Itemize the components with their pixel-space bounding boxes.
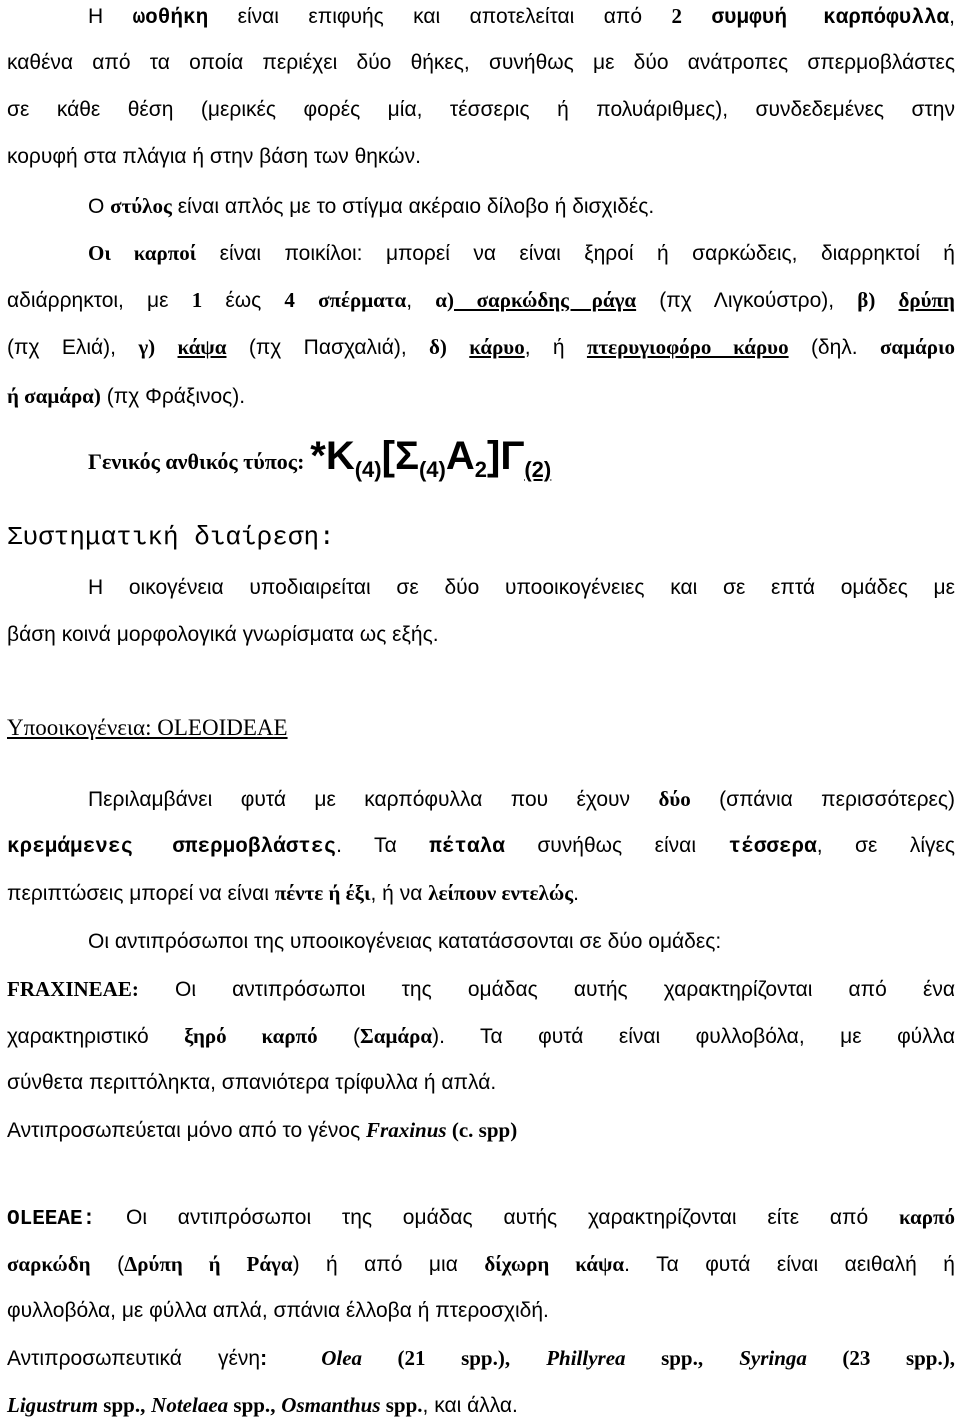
text-span [447, 336, 469, 359]
term-fleshy: σαρκώδη [7, 1252, 91, 1276]
species-count: spp. [625, 1346, 698, 1370]
text-span: Περιλαμβάνει φυτά με καρπόφυλλα που έχουν [88, 788, 659, 811]
text-span: , και άλλα. [422, 1394, 518, 1417]
formula-calyx: K [325, 434, 355, 478]
formula-gynoecium: Γ [500, 434, 525, 478]
text-span [295, 289, 318, 312]
text-span: , [270, 1393, 276, 1417]
genus-notelaea: Notelaea [151, 1393, 229, 1417]
text-span [155, 336, 177, 359]
division-line-1: Η οικογένεια υποδιαιρείται σε δύο υποοικογένειες και σε επτά ομάδες με [88, 576, 955, 599]
text-span: είναι απλός με το στίγμα ακέραιο δίλοβο ή δισχιδές. [171, 195, 655, 218]
genus-osmanthus: Osmanthus [281, 1393, 381, 1417]
genus-ligustrum: Ligustrum [7, 1393, 99, 1417]
text-span: ( [317, 1025, 361, 1048]
term-berry: σαρκώδης ράγα [453, 288, 637, 312]
text-span: , [949, 5, 955, 28]
list-marker: γ) [138, 335, 156, 359]
fruits-line-4 [7, 382, 955, 411]
text-span: ). Τα φυτά είναι φυλλοβόλα, με φύλλα [432, 1025, 955, 1048]
number: 1 [191, 288, 203, 312]
subfamily-line-2 [7, 832, 955, 862]
text-span: (πχ Πασχαλιά), [226, 336, 430, 359]
term-ovary: ωοθήκη [132, 7, 209, 30]
fruits-line-1 [88, 239, 955, 268]
text-span: χαρακτηριστικό [7, 1025, 185, 1048]
ovary-line-2: καθένα από τα οποία περιέχει δύο θήκες, συνήθως με δύο ανάτροπες σπερμοβλάστες [7, 51, 955, 74]
text-span: Ο [88, 195, 111, 218]
species-count: (c. spp) [446, 1118, 518, 1142]
text-span [682, 5, 711, 28]
species-count: spp. [228, 1393, 271, 1417]
term-bilocular-capsule: δίχωρη κάψα [484, 1252, 625, 1276]
fraxineae-line-1 [7, 975, 955, 1004]
list-marker: α) [435, 288, 454, 312]
term-petals: πέταλα [429, 836, 505, 859]
text-span: ) ή από μια [292, 1253, 485, 1276]
term-fruits: Οι καρποί [88, 241, 197, 265]
text-span: . Τα φυτά είναι αειθαλή ή [624, 1253, 955, 1276]
term-samara: ή σαμάρα) [7, 384, 101, 408]
term-drupe: δρύπη [898, 288, 955, 312]
text-span: Οι αντιπρόσωποι της ομάδας αυτής χαρακτηρίζονται είτε από [95, 1206, 899, 1229]
formula-bracket-open: [ [381, 434, 395, 478]
subfamily-line-1 [88, 785, 955, 814]
group-oleeae: OLEEAE: [7, 1208, 96, 1231]
species-count: spp. [98, 1393, 141, 1417]
species-count: (23 spp. [806, 1346, 943, 1370]
ovary-line-3: σε κάθε θέση (μερικές φορές μία, τέσσερις ή πολυάριθμες), συνδεδεμένες στην [7, 98, 955, 121]
subfamily-heading: Υποοικογένεια: OLEOIDEAE [7, 715, 288, 740]
term-dry-fruit: ξηρό καρπό [184, 1024, 318, 1048]
formula-gynoecium-count: (2) [524, 457, 552, 482]
term-winged-nut: πτερυγιοφόρο κάρυο [586, 335, 789, 359]
style-line [88, 192, 960, 221]
formula-label: Γενικός ανθικός τύπος: [88, 449, 305, 474]
fraxineae-line-2 [7, 1022, 955, 1051]
genus-phillyrea: Phillyrea [546, 1346, 626, 1370]
oleeae-line-1 [7, 1203, 955, 1234]
term-nut: κάρυο [469, 335, 525, 359]
division-line-2: βάση κοινά μορφολογικά γνωρίσματα ως εξής. [7, 623, 439, 646]
oleeae-line-2 [7, 1250, 955, 1279]
formula-corolla-count: (4) [418, 457, 446, 482]
group-fraxineae: FRAXINEAE: [7, 977, 139, 1001]
term-capsule: κάψα [177, 335, 227, 359]
term-seeds: σπέρματα [318, 288, 407, 312]
text-span: : [260, 1347, 268, 1370]
text-span: , σε λίγες [816, 834, 955, 857]
fraxineae-line-4 [7, 1116, 955, 1145]
text-span: (σπάνια περισσότερες) [690, 788, 956, 811]
ovary-line-4: κορυφή στα πλάγια ή στην βάση των θηκών. [7, 145, 421, 168]
text-span [875, 289, 898, 312]
fruits-line-3 [7, 333, 955, 362]
formula-calyx-count: (4) [354, 457, 382, 482]
text-span: περιπτώσεις μπορεί να είναι [7, 882, 275, 905]
formula-androecium-count: 2 [474, 457, 487, 482]
number: 4 [284, 288, 295, 312]
text-span: είναι ποικίλοι: μπορεί να είναι ξηροί ή σαρκώδεις, διαρρηκτοί ή [196, 242, 955, 265]
fruits-line-2 [7, 286, 955, 315]
text-span: (πχ Φράξινος). [100, 385, 246, 408]
term-four: τέσσερα [728, 836, 817, 859]
oleeae-line-3: φυλλοβόλα, με φύλλα απλά, σπάνια έλλοβα ή πτεροσχιδή. [7, 1299, 549, 1322]
text-span: έως [202, 289, 285, 312]
number-two: 2 [671, 4, 682, 28]
section-title: Συστηματική διαίρεση: [7, 522, 335, 552]
term-absent: λείπουν εντελώς [428, 881, 574, 905]
formula-bracket-close: ] [486, 434, 501, 478]
formula-corolla: Σ [394, 434, 419, 478]
term-carpels: συμφυή καρπόφυλλα [711, 7, 950, 30]
term-samara: Σαμάρα [360, 1024, 433, 1048]
text-span: , ή [524, 336, 587, 359]
text-span: (πχ Ελιά), [7, 336, 139, 359]
term-five-six: πέντε ή έξι [274, 881, 371, 905]
floral-formula [88, 434, 960, 484]
ovary-line-1 [88, 2, 955, 33]
text-span: ), [497, 1346, 511, 1370]
term-ovules: κρεμάμενες σπερμοβλάστες [7, 836, 337, 859]
genus-olea: Olea [321, 1346, 363, 1370]
text-span: (δηλ. [788, 336, 880, 359]
text-span: Οι αντιπρόσωποι της ομάδας αυτής χαρακτηρίζονται από ένα [138, 978, 955, 1001]
species-count: (21 spp. [362, 1346, 498, 1370]
text-span: . [573, 882, 579, 905]
term-two: δύο [658, 787, 691, 811]
species-count: spp. [380, 1393, 423, 1417]
list-marker: δ) [429, 335, 447, 359]
text-span: , [140, 1393, 146, 1417]
list-marker: β) [857, 288, 876, 312]
formula-androecium: A [445, 434, 475, 478]
term-fruit: καρπό [898, 1205, 955, 1229]
text-span: , ή να [370, 882, 429, 905]
formula-star: * [310, 434, 326, 478]
text-span: Αντιπροσωπεύεται μόνο από το γένος [7, 1119, 367, 1142]
subfamily-line-3 [7, 879, 955, 908]
text-span: ( [90, 1253, 125, 1276]
text-span: (πχ Λιγκούστρο), [636, 289, 858, 312]
term-samarium: σαμάριο [879, 335, 956, 359]
text-span: αδιάρρηκτοι, με [7, 289, 192, 312]
oleeae-line-4 [7, 1344, 955, 1373]
fraxineae-line-3: σύνθετα περιττόληκτα, σπανιότερα τρίφυλλα ή απλά. [7, 1071, 497, 1094]
text-span: είναι επιφυής και αποτελείται από [208, 5, 672, 28]
term-style: στύλος [110, 194, 172, 218]
oleeae-line-5 [7, 1391, 955, 1420]
groups-intro: Οι αντιπρόσωποι της υποοικογένειας κατατάσσονται σε δύο ομάδες: [88, 930, 722, 953]
text-span: ), [942, 1346, 955, 1370]
term-drupe-berry: Δρύπη ή Ράγα [124, 1252, 293, 1276]
text-span: Η [88, 5, 133, 28]
text-span: , [406, 289, 436, 312]
text-span: , [697, 1346, 704, 1370]
text-span: Αντιπροσωπευτικά γένη [7, 1347, 261, 1370]
text-span: συνήθως είναι [504, 834, 729, 857]
text-span: . Τα [336, 834, 430, 857]
genus-fraxinus: Fraxinus [366, 1118, 447, 1142]
formula-expression [310, 434, 552, 482]
genus-syringa: Syringa [739, 1346, 807, 1370]
